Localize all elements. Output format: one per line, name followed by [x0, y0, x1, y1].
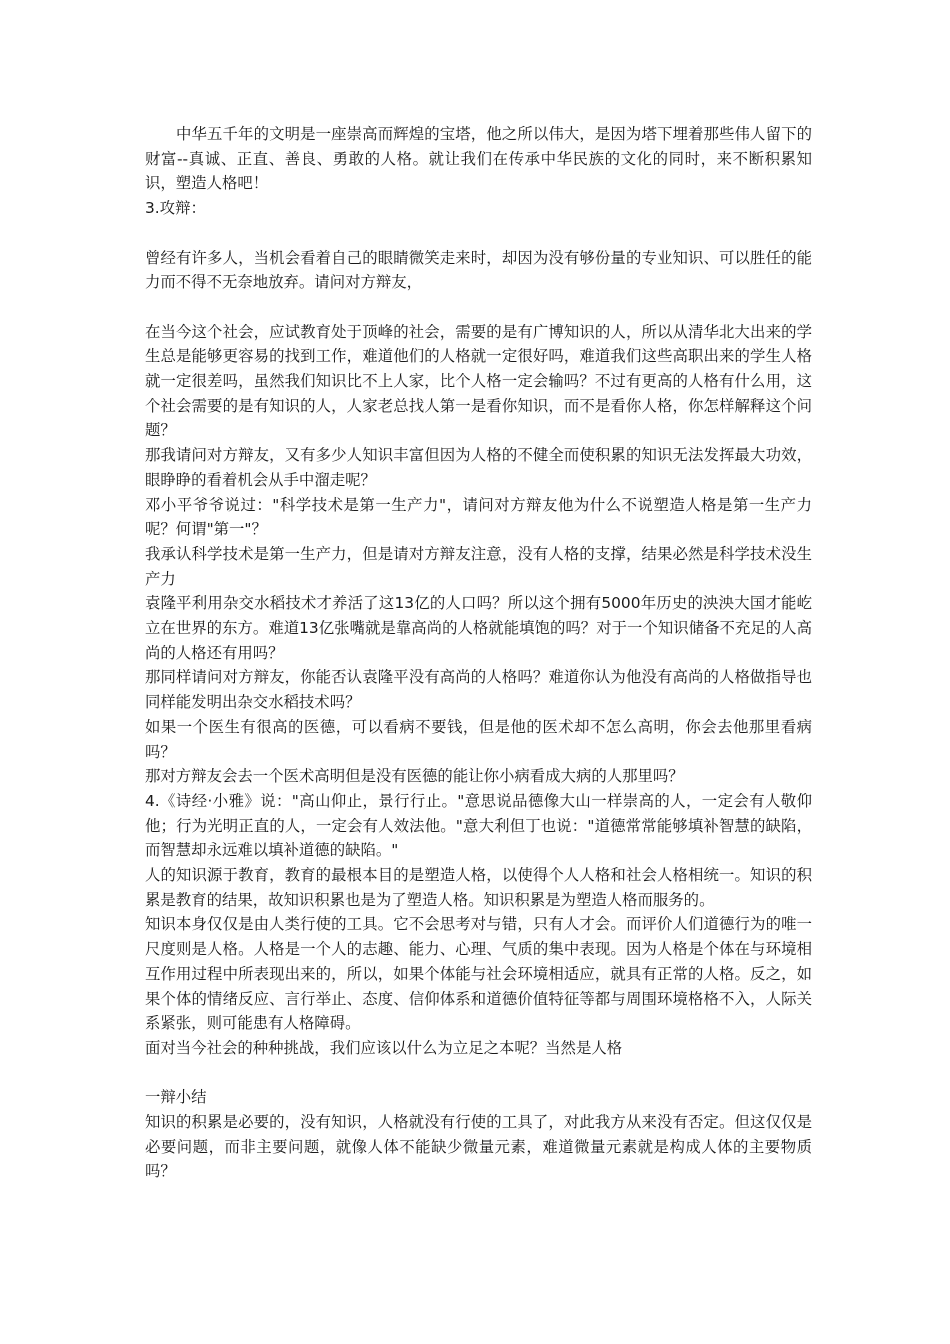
section-heading-summary: 一辩小结	[145, 1088, 207, 1107]
blank-line	[145, 1061, 812, 1086]
paragraph: 邓小平爷爷说过："科学技术是第一生产力"，请问对方辩友他为什么不说塑造人格是第一生产力呢？何谓"第一"？	[145, 495, 812, 539]
paragraph: 那我请问对方辩友，又有多少人知识丰富但因为人格的不健全而使积累的知识无法发挥最大功效，眼睁睁的看着机会从手中溜走呢？	[145, 446, 812, 489]
paragraph: 我承认科学技术是第一生产力，但是请对方辩友注意，没有人格的支撑，结果必然是科学技术没生产力	[145, 544, 812, 588]
paragraph: 知识的积累是必要的，没有知识，人格就没有行使的工具了，对此我方从来没有否定。但这仅仅是必要问题，而非主要问题，就像人体不能缺少微量元素，难道微量元素就是构成人体的主要物质吗？	[145, 1113, 812, 1181]
paragraph: 人的知识源于教育，教育的最根本目的是塑造人格，以使得个人人格和社会人格相统一。知识的积累是教育的结果，故知识积累也是为了塑造人格。知识积累是为塑造人格而服务的。	[145, 866, 812, 909]
paragraph: 那同样请问对方辩友，你能否认袁隆平没有高尚的人格吗？难道你认为他没有高尚的人格做指导也同样能发明出杂交水稻技术吗？	[145, 668, 812, 712]
blank-line	[145, 295, 812, 320]
intro-paragraph: 中华五千年的文明是一座崇高而辉煌的宝塔，他之所以伟大，是因为塔下埋着那些伟人留下的财富--真诚、正直、善良、勇敢的人格。就让我们在传承中华民族的文化的同时，来不断积累知识，塑造人格吧！	[145, 125, 812, 193]
paragraph: 面对当今社会的种种挑战，我们应该以什么为立足之本呢？当然是人格	[145, 1038, 623, 1057]
paragraph: 曾经有许多人，当机会看着自己的眼睛微笑走来时，却因为没有够份量的专业知识、可以胜任的能力而不得不无奈地放弃。请问对方辩友，	[145, 248, 812, 292]
paragraph: 知识本身仅仅是由人类行使的工具。它不会思考对与错，只有人才会。而评价人们道德行为的唯一尺度则是人格。人格是一个人的志趣、能力、心理、气质的集中表现。因为人格是个体在与环境相互作用过程中所表现出来的，所以，如果个体能与社会环境相适应，就具有正常的人格。反之，如果个体的情绪反应、言行举止、态度、信仰体系和道德价值特征等都与周围环境格格不入，人际关系紧张，则可能患有人格障碍。	[145, 915, 812, 1033]
paragraph: 那对方辩友会去一个医术高明但是没有医德的能让你小病看成大病的人那里吗？	[145, 767, 684, 786]
paragraph: 如果一个医生有很高的医德，可以看病不要钱，但是他的医术却不怎么高明，你会去他那里看病吗？	[145, 717, 812, 761]
paragraph: 在当今这个社会，应试教育处于顶峰的社会，需要的是有广博知识的人，所以从清华北大出来的学生总是能够更容易的找到工作，难道他们的人格就一定很好吗，难道我们这些高职出来的学生人格就一定很差吗，虽然我们知识比不上人家，比个人格一定会输吗？不过有更高的人格有什么用，这个社会需要的是有知识的人，人家老总找人第一是看你知识，而不是看你人格，你怎样解释这个问题？	[145, 322, 812, 440]
section-heading-debate: 3.攻辩：	[145, 199, 206, 218]
section-quote-paragraph: 4.《诗经·小雅》说："高山仰止，景行行止。"意思说品德像大山一样崇高的人，一定会有人敬仰他；行为光明正直的人，一定会有人效法他。"意大利但丁也说："道德常常能够填补智慧的缺陷，而智慧却永远难以填补道德的缺陷。"	[145, 791, 812, 860]
paragraph: 袁隆平利用杂交水稻技术才养活了这13亿的人口吗？所以这个拥有5000年历史的泱泱大国才能屹立在世界的东方。难道13亿张嘴就是靠高尚的人格就能填饱的吗？对于一个知识储备不充足的人高尚的人格还有用吗？	[145, 594, 812, 662]
blank-line	[145, 221, 812, 246]
